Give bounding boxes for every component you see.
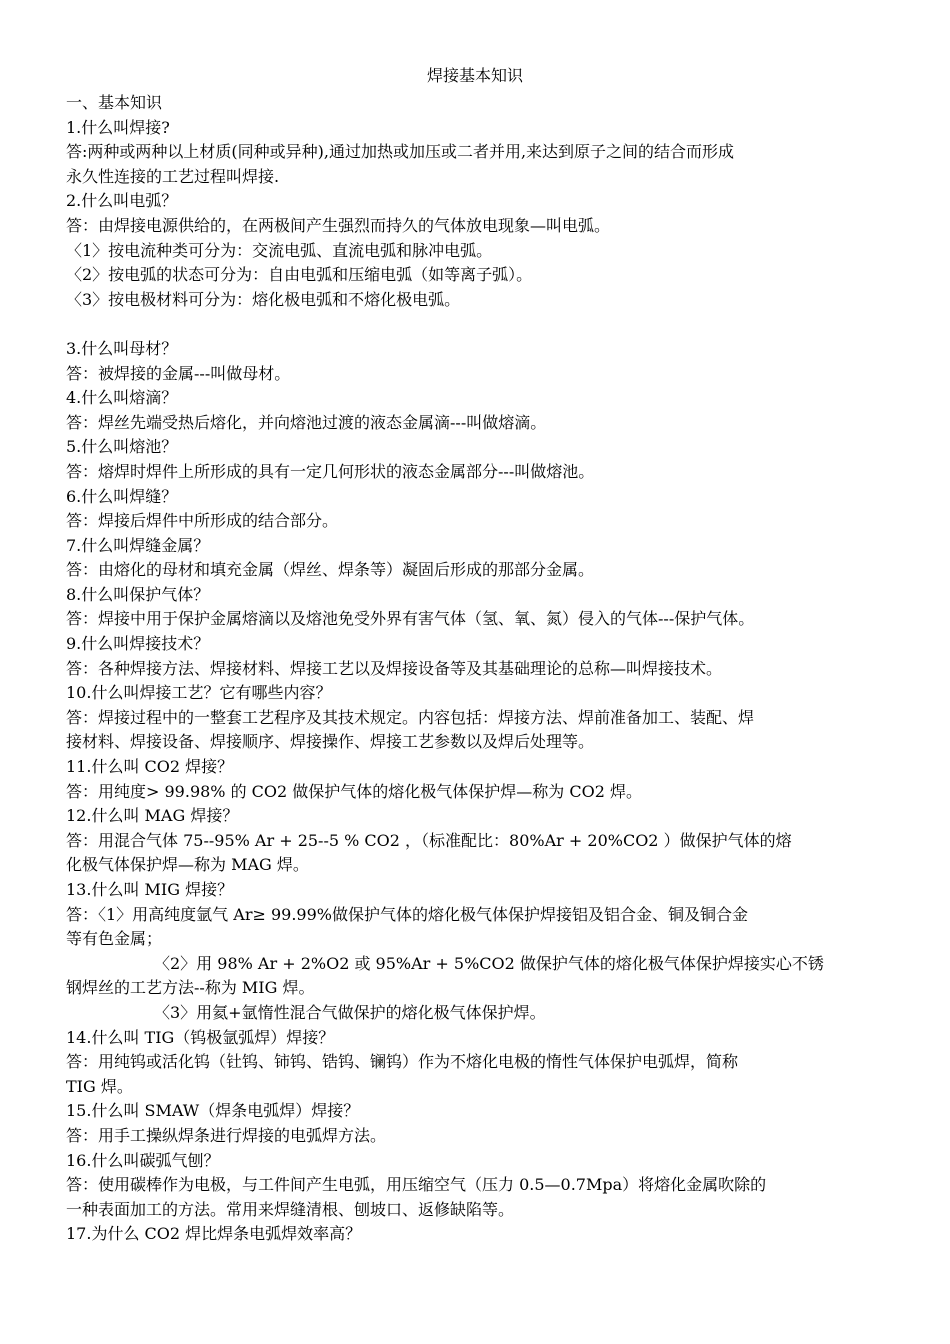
question: 5.什么叫熔池？ [66,437,178,457]
question: 10.什么叫焊接工艺？它有哪些内容？ [66,683,332,703]
question: 16.什么叫碳弧气刨？ [66,1150,220,1170]
question: 9.什么叫焊接技术？ [66,634,210,654]
answer: 答：由焊接电源供给的，在两极间产生强烈而持久的气体放电现象—叫电弧。 [66,215,611,235]
question: 13.什么叫 MIG 焊接？ [66,880,234,899]
document-body [66,91,886,1247]
section-heading: 一、基本知识 [66,93,163,112]
answer: 答：用混合气体 75--95% Ar + 25--5 % CO2 ，（标准配比：80%Ar + 20%CO2 ）做保护气体的熔 [66,830,792,850]
answer: 答：焊丝先端受热后熔化，并向熔池过渡的液态金属滴---叫做熔滴。 [66,412,547,432]
question: 6.什么叫焊缝？ [66,486,178,506]
answer: 答：用纯度> 99.98% 的 CO2 做保护气体的熔化极气体保护焊—称为 CO2 焊。 [66,781,643,801]
question: 7.什么叫焊缝金属？ [66,535,210,555]
answer: 答：熔焊时焊件上所形成的具有一定几何形状的液态金属部分---叫做熔池。 [66,461,595,481]
question: 11.什么叫 CO2 焊接？ [66,757,234,777]
answer: 化极气体保护焊—称为 MAG 焊。 [66,855,309,875]
blank-line [66,312,886,337]
list-item: 〈3〉按电极材料可分为：熔化极电弧和不熔化极电弧。 [66,289,461,309]
answer: 答：被焊接的金属---叫做母材。 [66,363,291,383]
answer: 一种表面加工的方法。常用来焊缝清根、刨坡口、返修缺陷等。 [66,1199,515,1219]
list-item: 〈2〉用 98% Ar + 2%O2 或 95%Ar + 5%CO2 做保护气体的熔化极气体保护焊接实心不锈 [154,953,824,973]
list-item: 〈1〉按电流种类可分为：交流电弧、直流电弧和脉冲电弧。 [66,240,493,260]
list-item: 〈2〉按电弧的状态可分为：自由电弧和压缩电弧（如等离子弧）。 [66,265,533,285]
question: 17.为什么 CO2 焊比焊条电弧焊效率高？ [66,1224,362,1244]
answer: 答:两种或两种以上材质(同种或异种),通过加热或加压或二者并用,来达到原子之间的结合而形成 [66,142,735,162]
answer: 答：焊接过程中的一整套工艺程序及其技术规定。内容包括：焊接方法、焊前准备加工、装配、焊 [66,707,755,727]
answer: 答：各种焊接方法、焊接材料、焊接工艺以及焊接设备等及其基础理论的总称—叫焊接技术。 [66,658,723,678]
question: 3.什么叫母材？ [66,338,178,358]
answer: 答：用纯钨或活化钨（钍钨、铈钨、锆钨、镧钨）作为不熔化电极的惰性气体保护电弧焊，简称 [66,1052,739,1072]
answer: 钢焊丝的工艺方法--称为 MIG 焊。 [66,978,315,998]
answer: 答：由熔化的母材和填充金属（焊丝、焊条等）凝固后形成的那部分金属。 [66,560,595,580]
answer: 永久性连接的工艺过程叫焊接. [66,166,280,186]
question: 1.什么叫焊接? [66,117,170,137]
answer: TIG 焊。 [66,1076,133,1096]
answer: 答：使用碳棒作为电极，与工件间产生电弧，用压缩空气（压力 0.5—0.7Mpa）将熔化金属吹除的 [66,1175,767,1195]
answer: 接材料、焊接设备、焊接顺序、焊接操作、焊接工艺参数以及焊后处理等。 [66,732,595,752]
answer: 答：用手工操纵焊条进行焊接的电弧焊方法。 [66,1125,387,1145]
question: 14.什么叫 TIG（钨极氩弧焊）焊接？ [66,1027,335,1047]
answer: 等有色金属； [66,929,163,949]
question: 12.什么叫 MAG 焊接？ [66,806,239,826]
answer: 答：焊接后焊件中所形成的结合部分。 [66,511,339,531]
document-title: 焊接基本知识 [426,66,523,85]
question: 8.什么叫保护气体？ [66,584,210,604]
question: 2.什么叫电弧？ [66,191,178,211]
question: 15.什么叫 SMAW（焊条电弧焊）焊接？ [66,1101,360,1121]
question: 4.什么叫熔滴？ [66,388,178,408]
answer: 答：〈1〉用高纯度氩气 Ar≥ 99.99%做保护气体的熔化极气体保护焊接铝及铝合金、铜及铜合金 [66,904,748,924]
list-item: 〈3〉用氦+氩惰性混合气做保护的熔化极气体保护焊。 [154,1002,546,1022]
answer: 答：焊接中用于保护金属熔滴以及熔池免受外界有害气体（氢、氧、氮）侵入的气体---保护气体。 [66,609,755,629]
